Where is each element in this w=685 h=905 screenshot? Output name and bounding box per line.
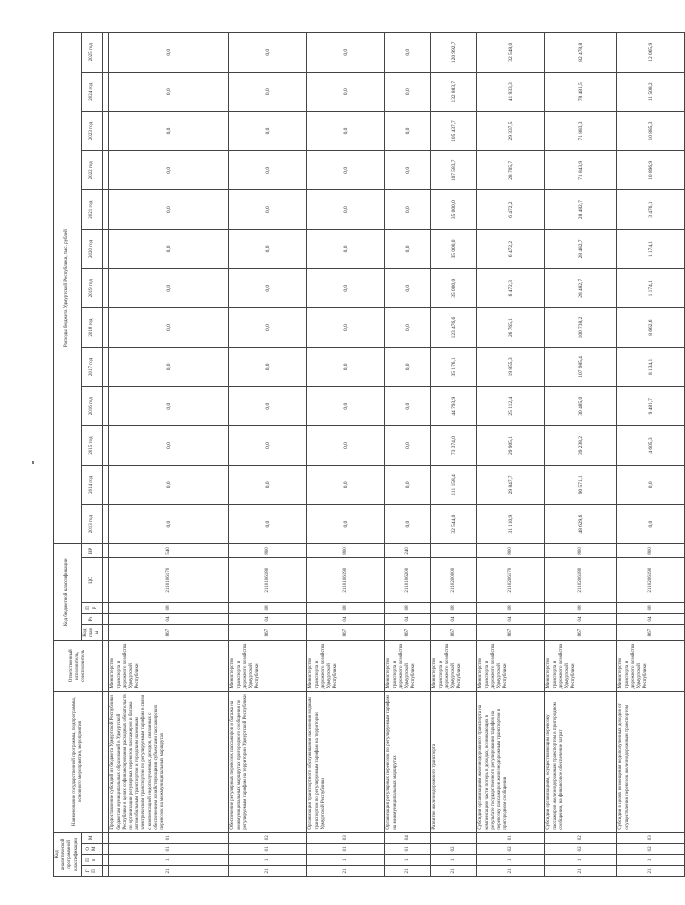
budget-code-cell: 867 bbox=[477, 625, 545, 641]
budget-code-cell: 800 bbox=[229, 544, 307, 558]
expense-cell: 0,0 bbox=[385, 347, 431, 386]
expense-cell: 0,0 bbox=[385, 505, 431, 544]
expense-cell: 0,0 bbox=[109, 387, 229, 426]
budget-code-cell: 2110106200 bbox=[385, 558, 431, 602]
expense-cell: 1 174,1 bbox=[617, 229, 685, 268]
expense-cell: 0,0 bbox=[229, 33, 307, 73]
expense-cell: 26 765,1 bbox=[477, 308, 545, 347]
code-cell: 01 bbox=[229, 843, 307, 854]
header-year: 2017 год bbox=[81, 347, 103, 386]
budget-code-cell: 2110206190 bbox=[617, 558, 685, 602]
code-cell: 21 bbox=[385, 865, 431, 876]
code-cell: 1 bbox=[477, 854, 545, 865]
expense-cell: 111 158,4 bbox=[431, 465, 477, 504]
code-cell: 21 bbox=[307, 865, 385, 876]
expense-cell: 32 544,0 bbox=[431, 505, 477, 544]
code-cell: 02 bbox=[431, 843, 477, 854]
budget-code-cell: 2110206170 bbox=[477, 558, 545, 602]
header-year: 2020 год bbox=[81, 229, 103, 268]
budget-code-cell: 08 bbox=[545, 602, 617, 613]
expense-cell: 30 485,0 bbox=[545, 387, 617, 426]
expense-cell: 0,0 bbox=[229, 151, 307, 190]
code-cell: 03 bbox=[617, 832, 685, 843]
budget-code-cell: 08 bbox=[431, 602, 477, 613]
expense-cell: 11 508,2 bbox=[617, 72, 685, 111]
table-row bbox=[617, 33, 685, 877]
expense-cell: 0,0 bbox=[385, 426, 431, 465]
header-year: 2013 год bbox=[81, 505, 103, 544]
header-year: 2025 год bbox=[81, 33, 103, 73]
header-code-sub: ГП bbox=[81, 865, 103, 876]
expense-cell: 0,0 bbox=[229, 72, 307, 111]
budget-code-cell: 08 bbox=[307, 602, 385, 613]
responsible-cell: Министерство транспорта и дорожного хозяйства Удмуртской Республики bbox=[477, 641, 545, 691]
code-cell: 02 bbox=[617, 843, 685, 854]
expense-cell: 0,0 bbox=[385, 33, 431, 73]
responsible-cell: Министерство транспорта и дорожного хозяйства Удмуртской Республики bbox=[109, 641, 229, 691]
expense-cell: 28 482,7 bbox=[545, 269, 617, 308]
expense-cell: 132 883,7 bbox=[431, 72, 477, 111]
code-cell: 1 bbox=[617, 854, 685, 865]
expense-cell: 31 110,9 bbox=[477, 505, 545, 544]
budget-code-cell: 08 bbox=[109, 602, 229, 613]
code-cell: 01 bbox=[109, 843, 229, 854]
budget-code-cell: 800 bbox=[477, 544, 545, 558]
expense-cell: 0,0 bbox=[617, 465, 685, 504]
budget-code-cell: 800 bbox=[545, 544, 617, 558]
budget-code-cell: 08 bbox=[229, 602, 307, 613]
header-budget-sub: ВР bbox=[81, 544, 103, 558]
expense-cell: 4 605,3 bbox=[617, 426, 685, 465]
expense-cell: 107 583,7 bbox=[431, 151, 477, 190]
code-cell: 1 bbox=[545, 854, 617, 865]
code-cell bbox=[431, 832, 477, 843]
budget-code-cell: 04 bbox=[617, 613, 685, 624]
expense-cell: 71 883,3 bbox=[545, 111, 617, 150]
expense-cell: 35 000,0 bbox=[431, 190, 477, 229]
budget-code-cell bbox=[431, 544, 477, 558]
table-row bbox=[431, 33, 477, 877]
expense-cell: 3 476,1 bbox=[617, 190, 685, 229]
table-row bbox=[545, 33, 617, 877]
header-code-sub: ОМ bbox=[81, 843, 103, 854]
responsible-cell: Министерство транспорта и дорожного хозяйства Удмуртской Республики bbox=[617, 641, 685, 691]
budget-code-cell: 08 bbox=[617, 602, 685, 613]
expense-cell: 29 847,7 bbox=[477, 465, 545, 504]
budget-code-cell: 867 bbox=[109, 625, 229, 641]
expense-cell: 0,0 bbox=[385, 72, 431, 111]
expense-cell: 0,0 bbox=[307, 111, 385, 150]
budget-code-cell: 867 bbox=[431, 625, 477, 641]
budget-code-cell: 240 bbox=[385, 544, 431, 558]
name-cell: Организация регулярных перевозок по регулируемым тарифам на межмуниципальных маршрутах bbox=[385, 691, 431, 832]
expense-cell: 0,0 bbox=[109, 190, 229, 229]
expense-cell: 0,0 bbox=[617, 505, 685, 544]
expense-cell: 6 472,2 bbox=[477, 229, 545, 268]
expense-cell: 107 985,4 bbox=[545, 347, 617, 386]
expense-cell: 0,0 bbox=[229, 465, 307, 504]
expense-cell: 0,0 bbox=[109, 111, 229, 150]
expense-cell: 0,0 bbox=[229, 190, 307, 229]
name-cell: Предоставление субсидий из бюджета Удмуртской Республики бюджетам муниципальных образований в Удмуртской Республике в целях софинансирования расходных обязательств по организации регулярных перевозок пассажиров и багажа автомобильным транспортом и городским наземным электрическим транспортом по регулируемым тарифам в связи с компенсацией недополученных доходов, связанных с обеспечением хозяйствующими субъектами пассажирских перевозок на межмуниципальных маршрутах bbox=[109, 691, 229, 832]
name-cell: Субсидии организациям, осуществляющим перевозку пассажиров железнодорожным транспортом в пригородном сообщении, на финансовое обеспечение затрат bbox=[545, 691, 617, 832]
expense-cell: 29 337,5 bbox=[477, 111, 545, 150]
expense-cell: 0,0 bbox=[385, 269, 431, 308]
expense-cell: 0,0 bbox=[109, 72, 229, 111]
expense-cell: 73 374,0 bbox=[431, 426, 477, 465]
expense-cell: 10 896,9 bbox=[617, 151, 685, 190]
header-year: 2022 год bbox=[81, 151, 103, 190]
table-row bbox=[477, 33, 545, 877]
expense-cell: 0,0 bbox=[229, 347, 307, 386]
responsible-cell: Министерство транспорта и дорожного хозяйства Удмуртской Республики bbox=[229, 641, 307, 691]
expense-cell: 0,0 bbox=[385, 308, 431, 347]
expense-cell: 0,0 bbox=[229, 269, 307, 308]
code-cell: 21 bbox=[229, 865, 307, 876]
budget-code-cell: 04 bbox=[307, 613, 385, 624]
budget-code-cell: 2110200000 bbox=[431, 558, 477, 602]
expense-cell: 0,0 bbox=[385, 465, 431, 504]
code-cell: 02 bbox=[477, 843, 545, 854]
header-expenses: Расходы бюджета Удмуртской Республики, тыс. рублей bbox=[54, 33, 82, 544]
responsible-cell: Министерство транспорта и дорожного хозяйства Удмуртской Республики bbox=[385, 641, 431, 691]
budget-code-cell: 04 bbox=[477, 613, 545, 624]
expense-cell: 12 065,9 bbox=[617, 33, 685, 73]
expense-cell: 0,0 bbox=[385, 229, 431, 268]
expense-cell: 0,0 bbox=[109, 229, 229, 268]
expense-cell: 0,0 bbox=[307, 387, 385, 426]
expense-cell: 71 843,9 bbox=[545, 151, 617, 190]
expense-cell: 0,0 bbox=[307, 33, 385, 73]
name-cell: Субсидии в целях возмещения недополученных доходов от осуществления перевозок железнодорожным транспортом bbox=[617, 691, 685, 832]
expense-cell: 35 000,0 bbox=[431, 229, 477, 268]
budget-code-cell: 867 bbox=[617, 625, 685, 641]
code-cell: 21 bbox=[545, 865, 617, 876]
header-code: Код аналитической программной классификации bbox=[54, 832, 82, 876]
table-row bbox=[229, 33, 307, 877]
expense-cell: 0,0 bbox=[109, 151, 229, 190]
header-code-sub: М bbox=[81, 832, 103, 843]
code-cell: 1 bbox=[229, 854, 307, 865]
code-cell: 03 bbox=[307, 832, 385, 843]
code-cell: 01 bbox=[109, 832, 229, 843]
expense-cell: 82 478,8 bbox=[545, 33, 617, 73]
expense-cell: 105 437,7 bbox=[431, 111, 477, 150]
code-cell: 1 bbox=[385, 854, 431, 865]
expense-cell: 39 238,2 bbox=[545, 426, 617, 465]
code-cell: 02 bbox=[229, 832, 307, 843]
expense-cell: 8 134,1 bbox=[617, 347, 685, 386]
expense-cell: 6 472,2 bbox=[477, 190, 545, 229]
header-year: 2023 год bbox=[81, 111, 103, 150]
name-cell: Субсидии организациям железнодорожного транспорта на компенсацию части потерь в доходах, возникающих в результате государственного регулирования тарифов на перевозку пассажиров железнодорожным транспортом в пригородном сообщении bbox=[477, 691, 545, 832]
budget-code-cell: 04 bbox=[545, 613, 617, 624]
expense-cell: 0,0 bbox=[307, 308, 385, 347]
expense-cell: 28 482,7 bbox=[545, 190, 617, 229]
budget-code-cell: 867 bbox=[307, 625, 385, 641]
expense-cell: 0,0 bbox=[109, 33, 229, 73]
expense-cell: 0,0 bbox=[307, 229, 385, 268]
expense-cell: 8 662,6 bbox=[617, 308, 685, 347]
expense-cell: 28 705,7 bbox=[477, 151, 545, 190]
name-cell: Обеспечение регулярных перевозок пассажиров и багажа на межмуниципальных маршрутах пригородного сообщения по регулируемым тарифам на территории Удмуртской Республики bbox=[229, 691, 307, 832]
expense-cell: 0,0 bbox=[385, 190, 431, 229]
expense-cell: 0,0 bbox=[229, 426, 307, 465]
expense-cell: 0,0 bbox=[229, 111, 307, 150]
expense-cell: 0,0 bbox=[109, 426, 229, 465]
header-year: 2015 год bbox=[81, 426, 103, 465]
budget-code-cell: 867 bbox=[545, 625, 617, 641]
code-cell: 21 bbox=[431, 865, 477, 876]
header-year: 2016 год bbox=[81, 387, 103, 426]
code-cell: 1 bbox=[431, 854, 477, 865]
responsible-cell: Министерство транспорта и дорожного хозяйства Удмуртской Республики bbox=[307, 641, 385, 691]
budget-code-cell: 04 bbox=[385, 613, 431, 624]
expense-cell: 25 112,4 bbox=[477, 387, 545, 426]
budget-code-cell: 08 bbox=[385, 602, 431, 613]
expense-cell: 0,0 bbox=[307, 269, 385, 308]
expense-cell: 29 905,1 bbox=[477, 426, 545, 465]
code-cell: 01 bbox=[385, 843, 431, 854]
expense-cell: 0,0 bbox=[385, 111, 431, 150]
expense-cell: 48 629,6 bbox=[545, 505, 617, 544]
budget-code-cell: 800 bbox=[617, 544, 685, 558]
expense-cell: 0,0 bbox=[109, 269, 229, 308]
expense-cell: 1 174,1 bbox=[617, 269, 685, 308]
expense-cell: 28 482,7 bbox=[545, 229, 617, 268]
expense-cell: 35 000,0 bbox=[431, 269, 477, 308]
code-cell: 21 bbox=[617, 865, 685, 876]
expense-cell: 19 855,3 bbox=[477, 347, 545, 386]
name-cell: Развитие железнодорожного транспорта bbox=[431, 691, 477, 832]
expense-cell: 78 481,5 bbox=[545, 72, 617, 111]
expense-cell: 100 738,2 bbox=[545, 308, 617, 347]
responsible-cell: Министерство транспорта и дорожного хозяйства Удмуртской Республики bbox=[545, 641, 617, 691]
expense-cell: 41 933,3 bbox=[477, 72, 545, 111]
expense-cell: 0,0 bbox=[229, 505, 307, 544]
expense-cell: 0,0 bbox=[109, 505, 229, 544]
expense-cell: 0,0 bbox=[307, 347, 385, 386]
name-cell: Организация транспортного обслуживания населения водным транспортом по регулируемым тарифам на территории Удмуртской Республики bbox=[307, 691, 385, 832]
code-cell: 02 bbox=[545, 843, 617, 854]
header-budget-sub: Рз bbox=[81, 613, 103, 624]
code-cell: 02 bbox=[545, 832, 617, 843]
expense-cell: 0,0 bbox=[307, 72, 385, 111]
table-header bbox=[54, 33, 109, 877]
expense-cell: 0,0 bbox=[307, 426, 385, 465]
code-cell: 1 bbox=[109, 854, 229, 865]
header-year: 2018 год bbox=[81, 308, 103, 347]
expense-cell: 0,0 bbox=[109, 465, 229, 504]
expense-cell: 10 885,3 bbox=[617, 111, 685, 150]
expense-cell: 0,0 bbox=[307, 190, 385, 229]
header-budget: Код бюджетной классификации bbox=[54, 544, 82, 641]
budget-code-cell: 2110106190 bbox=[307, 558, 385, 602]
expense-cell: 0,0 bbox=[385, 151, 431, 190]
header-year: 2014 год bbox=[81, 465, 103, 504]
header-year: 2024 год bbox=[81, 72, 103, 111]
header-budget-sub: Код главы bbox=[81, 625, 103, 641]
budget-code-cell: 2110206180 bbox=[545, 558, 617, 602]
table-row bbox=[109, 33, 229, 877]
budget-code-cell: 2110106170 bbox=[109, 558, 229, 602]
table-row bbox=[307, 33, 385, 877]
responsible-cell: Министерство транспорта и дорожного хозяйства Удмуртской Республики bbox=[431, 641, 477, 691]
expense-cell: 0,0 bbox=[307, 151, 385, 190]
expense-cell: 0,0 bbox=[109, 308, 229, 347]
expense-cell: 6 472,3 bbox=[477, 269, 545, 308]
expense-cell: 35 176,1 bbox=[431, 347, 477, 386]
expense-cell: 0,0 bbox=[109, 347, 229, 386]
expense-cell: 0,0 bbox=[229, 387, 307, 426]
expense-cell: 0,0 bbox=[229, 229, 307, 268]
code-cell: 1 bbox=[307, 854, 385, 865]
code-cell: 04 bbox=[385, 832, 431, 843]
code-cell: 21 bbox=[477, 865, 545, 876]
budget-code-cell: 04 bbox=[229, 613, 307, 624]
budget-code-cell: 08 bbox=[477, 602, 545, 613]
code-cell: 21 bbox=[109, 865, 229, 876]
budget-code-cell: 04 bbox=[109, 613, 229, 624]
expense-cell: 0,0 bbox=[307, 505, 385, 544]
budget-code-cell: 04 bbox=[431, 613, 477, 624]
expense-cell: 44 793,9 bbox=[431, 387, 477, 426]
expense-cell: 9 481,7 bbox=[617, 387, 685, 426]
budget-table bbox=[53, 32, 685, 877]
header-year: 2021 год bbox=[81, 190, 103, 229]
header-code-sub: Пп bbox=[81, 854, 103, 865]
code-cell: 01 bbox=[307, 843, 385, 854]
header-name: Наименование государственной программы, подпрограммы, основного мероприятия, мероприятия bbox=[54, 691, 103, 832]
budget-code-cell: 867 bbox=[229, 625, 307, 641]
expense-cell: 0,0 bbox=[307, 465, 385, 504]
header-year: 2019 год bbox=[81, 269, 103, 308]
budget-code-cell: 2110106180 bbox=[229, 558, 307, 602]
header-budget-sub: Пр bbox=[81, 602, 103, 613]
expense-cell: 123 476,6 bbox=[431, 308, 477, 347]
expense-cell: 90 571,1 bbox=[545, 465, 617, 504]
header-responsible: Ответственный исполнитель, соисполнитель bbox=[54, 641, 103, 691]
rotated-table-wrap bbox=[53, 32, 654, 877]
expense-cell: 0,0 bbox=[229, 308, 307, 347]
expense-cell: 120 992,7 bbox=[431, 33, 477, 73]
budget-code-cell: 867 bbox=[385, 625, 431, 641]
header-budget-sub: ЦС bbox=[81, 558, 103, 602]
table-row bbox=[385, 33, 431, 877]
budget-code-cell: 800 bbox=[307, 544, 385, 558]
table-body bbox=[109, 33, 685, 877]
expense-cell: 0,0 bbox=[385, 387, 431, 426]
expense-cell: 32 548,0 bbox=[477, 33, 545, 73]
code-cell: 01 bbox=[477, 832, 545, 843]
budget-code-cell: 540 bbox=[109, 544, 229, 558]
